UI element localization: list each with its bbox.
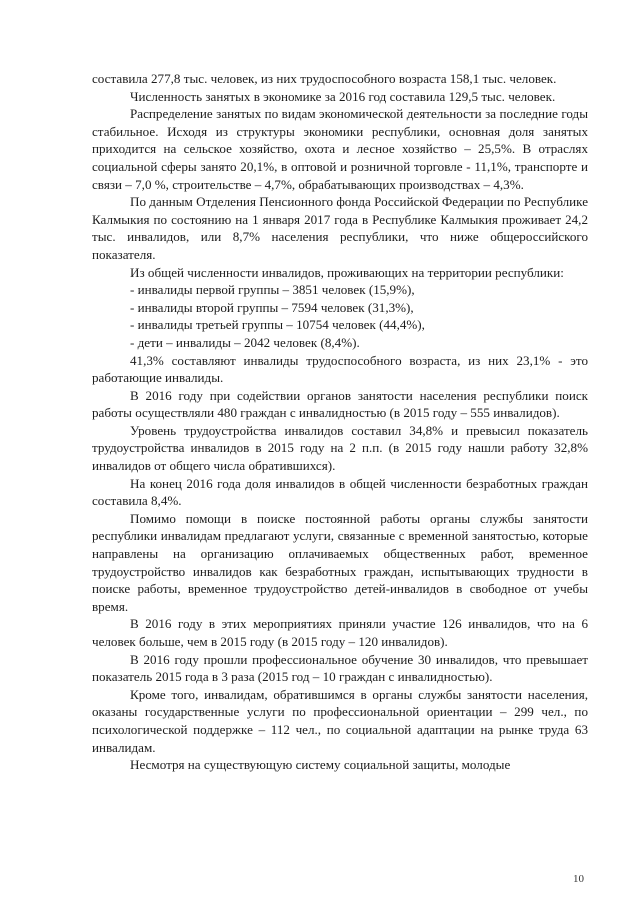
paragraph-closing: Несмотря на существующую систему социальной защиты, молодые xyxy=(130,757,511,773)
paragraph-participants: В 2016 году в этих мероприятиях приняли участие 126 инвалидов, что на 6 человек больше, чем в 2015 году (в 2015 году – 120 инвалидов). xyxy=(92,616,588,649)
disability-group-list xyxy=(92,281,588,351)
paragraph-working-age: 41,3% составляют инвалиды трудоспособного возраста, из них 23,1% - это работающие инвалиды. xyxy=(92,352,588,386)
paragraph-services: Кроме того, инвалидам, обратившимся в органы службы занятости населения, оказаны государственные услуги по профессиональной ориентации – 299 чел., по психологической поддержке – 112 чел., по социальной адаптации на рынке труда 63 инвалидам. xyxy=(92,686,588,755)
paragraph-temporary-work: Помимо помощи в поиске постоянной работы органы службы занятости республики инвалидам предлагают услуги, связанные с временной занятостью, которые направлены на организацию оплачиваемых общественных работ, временное трудоустройство инвалидов как безработных граждан, испытывающих трудности в поиске работы, временное трудоустройство детей-инвалидов в свободное от учебы время. xyxy=(92,510,588,614)
paragraph-groups-intro: Из общей численности инвалидов, проживающих на территории республики: xyxy=(130,264,564,280)
paragraph-pension-fund: По данным Отделения Пенсионного фонда Российской Федерации по Республике Калмыкия по состоянию на 1 января 2017 года в Республике Калмыкия проживает 24,2 тыс. инвалидов, или 8,7% населения республики, что ниже общероссийского показателя. xyxy=(92,194,589,262)
paragraph-training: В 2016 году прошли профессиональное обучение 30 инвалидов, что превышает показатель 2015 года в 3 раза (2015 год – 10 граждан с инвалидностью). xyxy=(92,651,588,685)
paragraph-employment-level: Уровень трудоустройства инвалидов составил 34,8% и превысил показатель трудоустройства инвалидов в 2015 году на 2 п.п. (в 2015 году нашли работу 32,8% инвалидов от общего числа обратившихся). xyxy=(92,422,588,474)
paragraph-employed: Численность занятых в экономике за 2016 год составила 129,5 тыс. человек. xyxy=(130,88,556,104)
list-item: - инвалиды второй группы – 7594 человек (31,3%), xyxy=(130,299,414,315)
paragraph-population: составила 277,8 тыс. человек, из них трудоспособного возраста 158,1 тыс. человек. xyxy=(92,71,557,86)
list-item: - дети – инвалиды – 2042 человек (8,4%). xyxy=(130,334,360,350)
list-item: - инвалиды первой группы – 3851 человек (15,9%), xyxy=(130,282,415,298)
paragraph-distribution: Распределение занятых по видам экономической деятельности за последние годы стабильное. Исходя из структуры экономики республики, основная доля занятых приходится на сельское хозяйство, охота и лесное хозяйство – 25,5%. В отраслях социальной сферы занято 20,1%, в оптовой и розничной торговле - 11,1%, транспорте и связи – 7,0 %, строительстве – 4,7%, обрабатывающих производствах – 4,3%. xyxy=(92,106,588,192)
list-item: - инвалиды третьей группы – 10754 человек (44,4%), xyxy=(130,317,425,333)
body-text xyxy=(92,70,588,774)
page-number: 10 xyxy=(573,873,584,885)
paragraph-unemployed-share: На конец 2016 года доля инвалидов в общей численности безработных граждан составила 8,4%. xyxy=(92,475,588,509)
paragraph-job-search: В 2016 году при содействии органов занятости населения республики поиск работы осуществляли 480 граждан с инвалидностью (в 2015 году – 555 инвалидов). xyxy=(92,387,588,421)
